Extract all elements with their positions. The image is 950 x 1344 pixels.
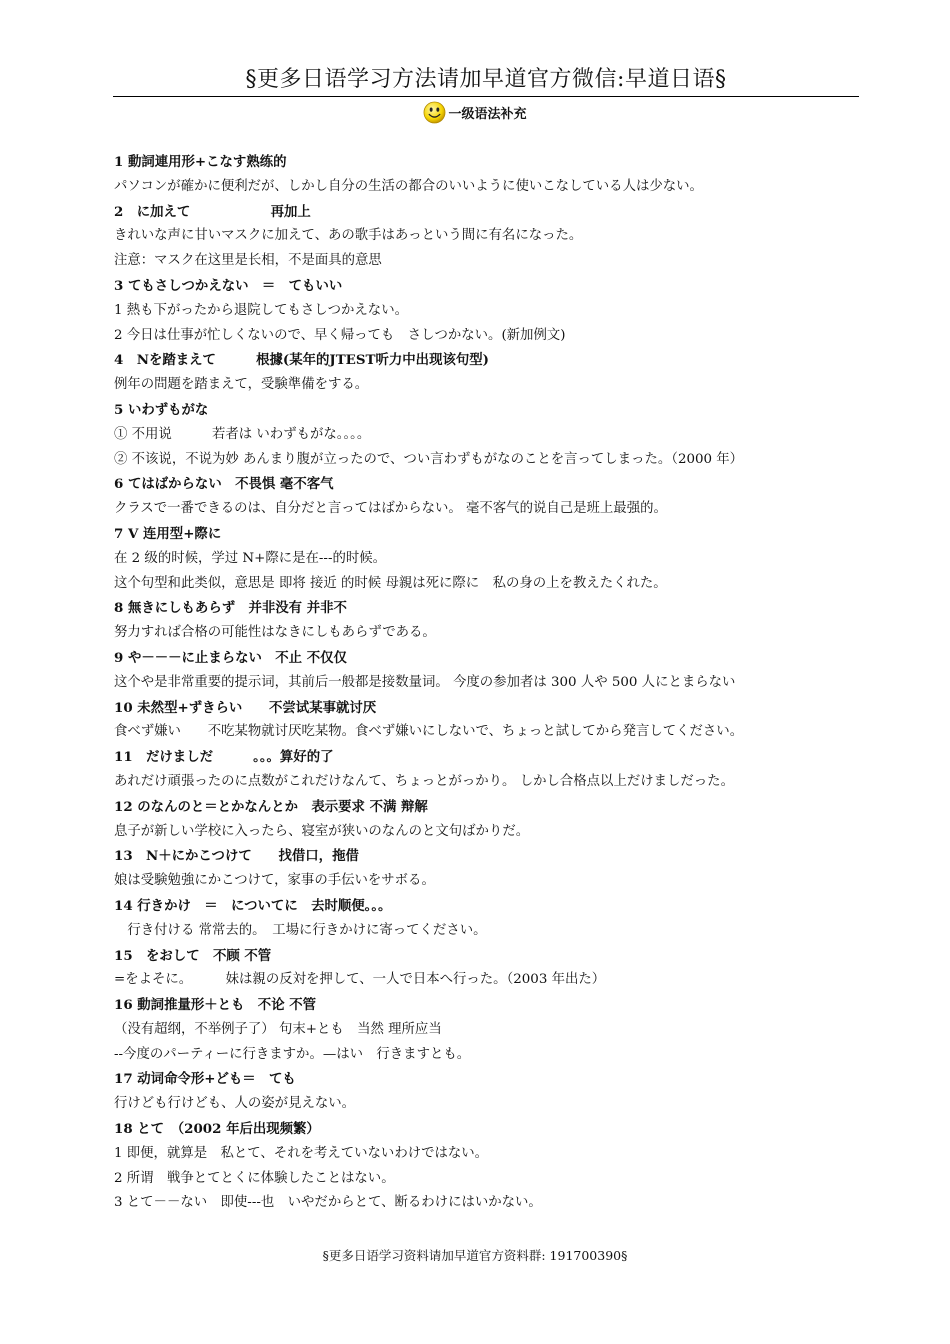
grammar-heading: 10 未然型+ずきらい 不尝试某事就讨厌 xyxy=(114,699,377,716)
grammar-heading: 15 をおして 不顾 不管 xyxy=(114,947,272,964)
grammar-heading: 17 动词命令形+ども＝ ても xyxy=(114,1071,296,1088)
grammar-heading: 16 動詞推量形＋とも 不论 不管 xyxy=(114,997,317,1014)
grammar-text-line: =をよそに。 妹は親の反対を押して、一人で日本へ行った。（2003 年出た） xyxy=(114,972,606,988)
grammar-text-line: 1 熱も下がったから退院してもさしつかえない。 xyxy=(114,302,408,318)
grammar-text-line: きれいな声に甘いマスクに加えて、あの歌手はあっという間に有名になった。 xyxy=(114,228,583,244)
smiley-face-icon xyxy=(423,101,446,124)
grammar-heading: 18 とて （2002 年后出现频繁） xyxy=(114,1121,320,1138)
grammar-text-line: 娘は受験勉強にかこつけて，家事の手伝いをサボる。 xyxy=(114,873,435,889)
grammar-heading: 3 てもさしつかえない ＝ てもいい xyxy=(114,277,343,294)
grammar-heading: 13 N＋にかこつけて 找借口，拖借 xyxy=(114,848,359,865)
grammar-text-line: --今度のパーティーに行きますか。—はい 行きますとも。 xyxy=(114,1046,471,1062)
grammar-heading: 1 動詞連用形+こなす熟练的 xyxy=(114,154,287,170)
grammar-heading: 4 Nを踏まえて 根據(某年的JTEST听力中出现该句型) xyxy=(114,352,489,369)
grammar-text-line: （没有超纲，不举例子了） 句末+とも 当然 理所应当 xyxy=(114,1021,442,1037)
page-footer: §更多日语学习资料请加早道官方资料群: 191700390§ xyxy=(322,1248,628,1263)
grammar-heading: 14 行きかけ ＝ についてに 去时顺便。。。 xyxy=(114,897,392,914)
grammar-text-line: 2 所谓 戦争とてとくに体験したことはない。 xyxy=(114,1170,395,1186)
header-divider xyxy=(113,96,859,97)
grammar-text-line: 在 2 级的时候，学过 N+際に是在---的时候。 xyxy=(114,550,387,566)
grammar-text-line: パソコンが確かに便利だが、しかし自分の生活の都合のいいように使いこなしている人は少ない。 xyxy=(114,178,703,194)
grammar-text-line: 注意：マスク在这里是长相，不是面具的意思 xyxy=(114,253,382,269)
grammar-notes-body xyxy=(114,150,844,1216)
grammar-heading: 9 や－－－に止まらない 不止 不仅仅 xyxy=(114,649,347,666)
grammar-text-line: 食べず嫌い 不吃某物就讨厌吃某物。食べず嫌いにしないで、ちょっと試してから発言してください。 xyxy=(114,724,744,740)
grammar-text-line: 这个や是非常重要的提示词，其前后一般都是接数量词。 今度の参加者は 300 人や 500 人にとまらない xyxy=(114,674,736,690)
grammar-text-line: 这个句型和此类似，意思是 即将 接近 的时候 母親は死に際に 私の身の上を教えたくれた。 xyxy=(114,575,667,591)
grammar-text-line: 行けども行けども、人の姿が見えない。 xyxy=(114,1096,356,1112)
section-subtitle xyxy=(0,101,950,128)
grammar-heading: 7 V 连用型+際に xyxy=(114,525,222,542)
page-header-title: §更多日语学习方法请加早道官方微信:早道日语§ xyxy=(245,67,727,92)
grammar-text-line: 努力すれば合格の可能性はなきにしもあらずである。 xyxy=(114,625,436,641)
grammar-text-line: ② 不该说，不说为妙 あんまり腹が立ったので、つい言わずもがなのことを言ってしまった。（2000 年） xyxy=(114,451,744,467)
subtitle-text: 一级语法补充 xyxy=(448,107,527,122)
grammar-text-line: 行き付ける 常常去的。 工場に行きかけに寄ってください。 xyxy=(114,922,487,938)
grammar-heading: 6 てはばからない 不畏惧 毫不客气 xyxy=(114,476,334,493)
grammar-text-line: 2 今日は仕事が忙しくないので、早く帰っても さしつかない。(新加例文) xyxy=(114,327,566,343)
grammar-text-line: 息子が新しい学校に入ったら、寝室が狭いのなんのと文句ばかりだ。 xyxy=(114,823,530,839)
grammar-text-line: 3 とて－－ない 即使---也 いやだからとて、断るわけにはいかない。 xyxy=(114,1195,542,1211)
grammar-text-line: ① 不用说 若者は いわずもがな。。。。 xyxy=(114,426,371,442)
grammar-text-line: 1 即便，就算是 私とて、それを考えていないわけではない。 xyxy=(114,1145,489,1161)
grammar-heading: 12 のなんのと＝とかなんとか 表示要求 不满 辩解 xyxy=(114,798,428,815)
grammar-text-line: あれだけ頑張ったのに点数がこれだけなんて、ちょっとがっかり。 しかし合格点以上だけましだった。 xyxy=(114,773,734,789)
grammar-heading: 2 に加えて 再加上 xyxy=(114,203,311,220)
grammar-text-line: 例年の問題を踏まえて，受験準備をする。 xyxy=(114,377,369,393)
grammar-heading: 5 いわずもがな xyxy=(114,401,209,418)
grammar-heading: 11 だけましだ 。。。算好的了 xyxy=(114,749,334,766)
grammar-text-line: クラスで一番できるのは、自分だと言ってはばからない。 毫不客气的说自己是班上最强的。 xyxy=(114,501,667,517)
grammar-heading: 8 無きにしもあらず 并非没有 并非不 xyxy=(114,600,347,617)
